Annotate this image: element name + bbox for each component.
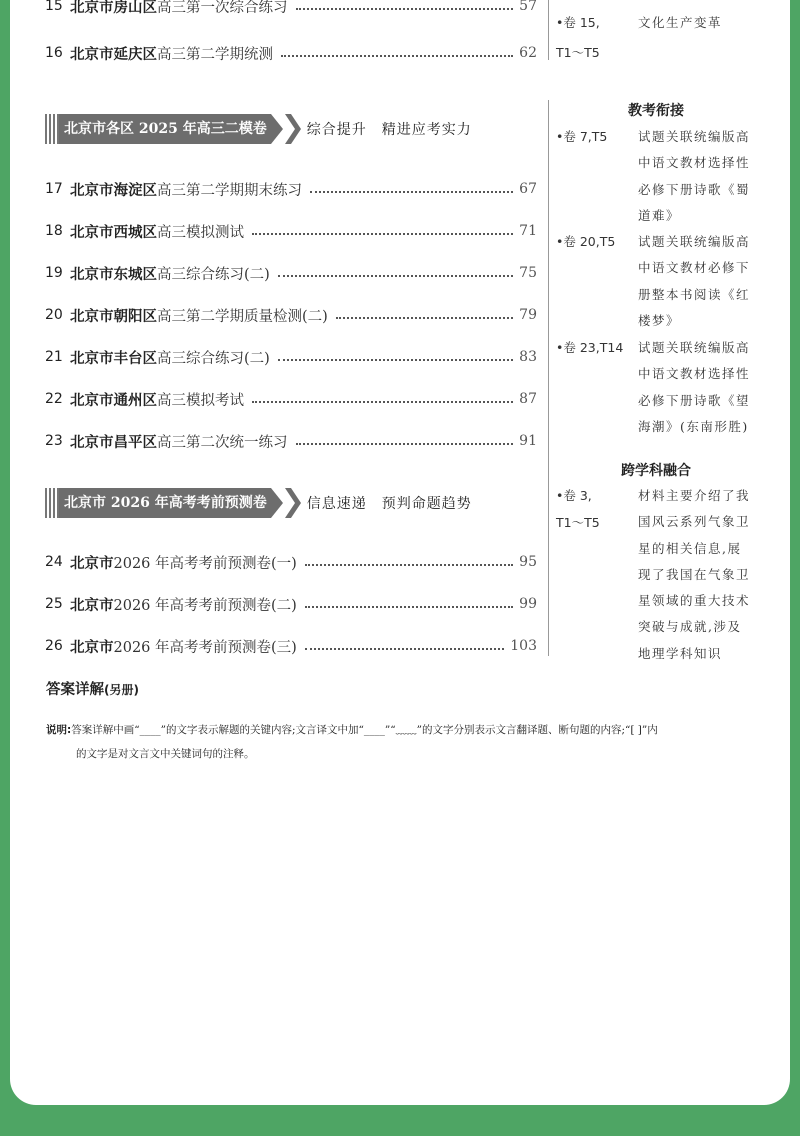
answer-title: 答案详解 xyxy=(46,682,104,698)
section-header-1 xyxy=(45,114,472,144)
entry-title: 高三综合练习(二) xyxy=(157,350,270,367)
sidebar-desc-line: 必修下册诗歌《蜀 xyxy=(638,181,751,197)
toc-entry[interactable] xyxy=(45,303,537,327)
entry-title: 高三模拟测试 xyxy=(157,224,244,241)
entry-title: 高三第二学期统测 xyxy=(157,46,273,63)
entry-number: 19 xyxy=(45,265,63,281)
entry-district: 北京市西城区 xyxy=(70,224,157,241)
entry-number: 20 xyxy=(45,307,63,323)
entry-title: 高三第二学期期末练习 xyxy=(157,182,302,199)
entry-title: 2026 年高考考前预测卷(一) xyxy=(113,555,297,572)
sidebar-desc xyxy=(638,229,758,334)
dot-leader xyxy=(281,55,513,57)
dot-leader xyxy=(305,606,513,608)
dot-leader xyxy=(310,191,513,193)
entry-number: 22 xyxy=(45,391,63,407)
dot-leader xyxy=(278,359,513,361)
sidebar-ref: •卷 7,T5 xyxy=(556,129,608,144)
dot-leader xyxy=(278,275,513,277)
entry-page: 91 xyxy=(519,433,537,449)
toc-entry[interactable] xyxy=(45,550,537,574)
note-text-2: 的文字是对文言文中关键词句的注释。 xyxy=(76,748,255,760)
entry-number: 24 xyxy=(45,554,63,570)
sidebar-desc-line: 道难》 xyxy=(638,207,681,223)
sidebar-desc-line: 试题关联统编版高 xyxy=(638,340,751,355)
sidebar-ref: •卷 3, xyxy=(556,488,592,503)
section-subtitle-1: 综合提升 精进应考实力 xyxy=(306,122,472,138)
sidebar-desc-line: 星的相关信息,展 xyxy=(638,540,742,556)
answer-heading xyxy=(46,678,139,699)
sidebar-desc xyxy=(638,483,758,667)
dot-leader xyxy=(252,401,513,403)
entry-district: 北京市 xyxy=(70,639,114,656)
entry-district: 北京市东城区 xyxy=(70,266,157,283)
sidebar-ref: T1～T5 xyxy=(556,515,600,530)
sidebar-desc-line: 中语文教材选择性 xyxy=(638,366,751,382)
toc-entry[interactable] xyxy=(45,177,537,201)
toc-entry[interactable] xyxy=(45,387,537,411)
sidebar-desc-line: 材料主要介绍了我 xyxy=(638,488,751,503)
dot-leader xyxy=(305,648,504,650)
entry-district: 北京市房山区 xyxy=(70,0,157,16)
note-block xyxy=(46,718,758,766)
dot-leader xyxy=(252,233,513,235)
sidebar-ref: T1～T5 xyxy=(556,45,600,60)
sidebar-desc-line: 中语文教材选择性 xyxy=(638,155,751,171)
sidebar-desc-line: 中语文教材必修下 xyxy=(638,260,751,276)
toc-entry[interactable] xyxy=(45,592,537,616)
entry-number: 17 xyxy=(45,181,63,197)
entry-page: 83 xyxy=(519,349,537,365)
dot-leader xyxy=(305,564,513,566)
sidebar-ref: •卷 15, xyxy=(556,15,600,30)
entry-title: 高三综合练习(二) xyxy=(157,266,270,283)
sidebar-desc-line: 国风云系列气象卫 xyxy=(638,514,751,530)
sidebar-desc-line: 现了我国在气象卫 xyxy=(638,566,751,582)
sidebar-desc xyxy=(638,124,758,229)
dot-leader xyxy=(296,443,514,445)
entry-page: 79 xyxy=(519,307,537,323)
entry-number: 26 xyxy=(45,638,63,654)
sidebar-desc-line: 楼梦》 xyxy=(638,312,681,328)
sidebar-divider xyxy=(548,100,549,656)
entry-district: 北京市昌平区 xyxy=(70,434,157,451)
entry-number: 25 xyxy=(45,596,63,612)
entry-title: 高三模拟考试 xyxy=(157,392,244,409)
entry-number: 21 xyxy=(45,349,63,365)
entry-district: 北京市通州区 xyxy=(70,392,157,409)
toc-entry[interactable] xyxy=(45,219,537,243)
sidebar-desc-line: 海潮》(东南形胜) xyxy=(638,418,749,434)
note-text-1: 答案详解中画“____”的文字表示解题的关键内容;文言译文中加“____”“﹏﹏”的文字分别表示文言翻译题、断句题的内容;“[ ]”内 xyxy=(71,724,658,736)
toc-entry[interactable] xyxy=(45,429,537,453)
section-title-1: 北京市各区 2025 年高三二模卷 xyxy=(59,114,271,144)
sidebar-desc-line: 地理学科知识 xyxy=(638,645,723,661)
entry-district: 北京市朝阳区 xyxy=(70,308,157,325)
sidebar-heading-1: 教考衔接 xyxy=(628,103,684,119)
entry-district: 北京市 xyxy=(70,597,114,614)
entry-page: 87 xyxy=(519,391,537,407)
entry-district: 北京市海淀区 xyxy=(70,182,157,199)
dot-leader xyxy=(336,317,513,319)
chevron-right-icon xyxy=(285,488,301,518)
toc-entry[interactable] xyxy=(45,345,537,369)
entry-district: 北京市丰台区 xyxy=(70,350,157,367)
entry-page: 62 xyxy=(519,45,537,61)
note-label: 说明: xyxy=(46,724,72,736)
entry-page: 103 xyxy=(510,638,537,654)
entry-number: 23 xyxy=(45,433,63,449)
entry-title: 2026 年高考考前预测卷(三) xyxy=(113,639,297,656)
chevron-icon xyxy=(271,114,283,144)
entry-title: 高三第二学期质量检测(二) xyxy=(157,308,328,325)
stripe-decoration xyxy=(45,114,59,144)
entry-page: 71 xyxy=(519,223,537,239)
sidebar-desc: 文化生产变革 xyxy=(638,15,723,30)
sidebar-desc xyxy=(638,335,758,440)
chevron-right-icon xyxy=(285,114,301,144)
sidebar-desc-line: 必修下册诗歌《望 xyxy=(638,392,751,408)
toc-entry[interactable] xyxy=(45,41,537,65)
toc-entry[interactable] xyxy=(45,0,537,18)
entry-title: 2026 年高考考前预测卷(二) xyxy=(113,597,297,614)
entry-district: 北京市 xyxy=(70,555,114,572)
entry-district: 北京市延庆区 xyxy=(70,46,157,63)
entry-number: 18 xyxy=(45,223,63,239)
sidebar-desc-line: 册整本书阅读《红 xyxy=(638,286,751,302)
chevron-icon xyxy=(271,488,283,518)
sidebar-desc-line: 试题关联统编版高 xyxy=(638,129,751,144)
entry-page: 75 xyxy=(519,265,537,281)
sidebar-ref: •卷 23,T14 xyxy=(556,340,624,355)
toc-entry[interactable] xyxy=(45,261,537,285)
entry-number: 15 xyxy=(45,0,63,14)
sidebar-desc-line: 突破与成就,涉及 xyxy=(638,619,742,635)
stripe-decoration xyxy=(45,488,59,518)
entry-page: 67 xyxy=(519,181,537,197)
sidebar-desc-line: 星领域的重大技术 xyxy=(638,593,751,609)
sidebar-heading-2: 跨学科融合 xyxy=(621,463,691,479)
sidebar-ref: •卷 20,T5 xyxy=(556,234,616,249)
entry-title: 高三第二次统一练习 xyxy=(157,434,288,451)
toc-entry[interactable] xyxy=(45,634,537,658)
entry-page: 95 xyxy=(519,554,537,570)
sidebar-desc-line: 试题关联统编版高 xyxy=(638,234,751,249)
entry-page: 99 xyxy=(519,596,537,612)
dot-leader xyxy=(296,8,514,10)
section-subtitle-2: 信息速递 预判命题趋势 xyxy=(306,496,472,512)
section-title-2: 北京市 2026 年高考考前预测卷 xyxy=(59,488,271,518)
entry-title: 高三第一次综合练习 xyxy=(157,0,288,16)
section-header-2 xyxy=(45,488,472,518)
entry-page: 57 xyxy=(519,0,537,14)
answer-suffix: (另册) xyxy=(104,683,139,697)
sidebar-divider xyxy=(548,0,549,60)
entry-number: 16 xyxy=(45,45,63,61)
